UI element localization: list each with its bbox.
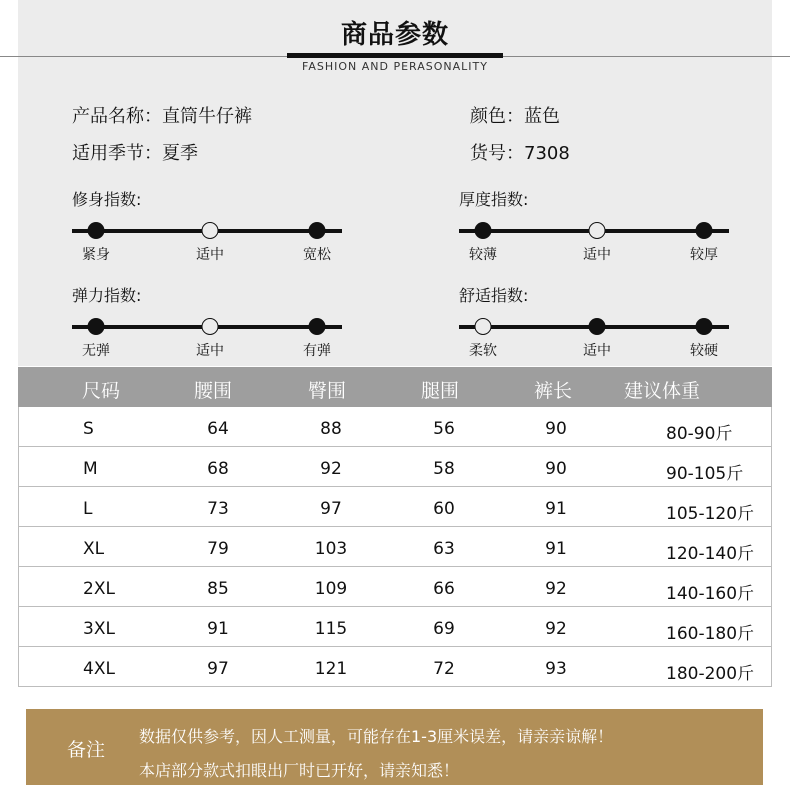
filled-dot-marker xyxy=(309,222,326,239)
cell-thigh: 72 xyxy=(433,659,455,679)
product-color: 颜色：蓝色 xyxy=(470,106,560,127)
cell-waist: 68 xyxy=(207,459,229,479)
cell-weight: 90-105斤 xyxy=(666,464,744,484)
filled-dot-marker xyxy=(696,318,713,335)
scale-option-label: 适中 xyxy=(583,247,611,263)
table-row xyxy=(19,487,771,527)
cell-thigh: 58 xyxy=(433,459,455,479)
table-row xyxy=(19,407,771,447)
cell-length: 91 xyxy=(545,499,567,519)
scale-option-label: 宽松 xyxy=(303,247,331,263)
cell-thigh: 60 xyxy=(433,499,455,519)
cell-size: 3XL xyxy=(83,619,115,639)
cell-hip: 121 xyxy=(314,659,348,679)
note-label: 备注 xyxy=(67,739,106,761)
cell-hip: 92 xyxy=(320,459,342,479)
scale-option-label: 适中 xyxy=(196,247,224,263)
size-table-header xyxy=(18,367,772,407)
filled-dot-marker xyxy=(88,318,105,335)
cell-length: 92 xyxy=(545,579,567,599)
header-thigh: 腿围 xyxy=(421,380,460,402)
table-row xyxy=(19,607,771,647)
cell-waist: 91 xyxy=(207,619,229,639)
index-scale xyxy=(459,296,729,359)
header-hip: 臀围 xyxy=(308,380,347,402)
cell-waist: 97 xyxy=(207,659,229,679)
page-title: 商品参数 xyxy=(340,20,449,50)
cell-weight: 160-180斤 xyxy=(666,624,755,644)
scale-option-label: 较厚 xyxy=(690,247,718,263)
cell-thigh: 66 xyxy=(433,579,455,599)
index-label: 弹力指数: xyxy=(72,286,142,305)
open-dot-marker xyxy=(202,318,219,335)
filled-dot-marker xyxy=(475,222,492,239)
scale-option-label: 适中 xyxy=(196,343,224,359)
cell-size: 4XL xyxy=(83,659,115,679)
note-box xyxy=(26,709,763,785)
scale-option-label: 较薄 xyxy=(469,247,497,263)
index-label: 厚度指数: xyxy=(459,190,529,209)
cell-length: 92 xyxy=(545,619,567,639)
page-subtitle: FASHION AND PERASONALITY xyxy=(302,60,488,73)
note-line-2: 本店部分款式扣眼出厂时已开好，请亲知悉！ xyxy=(139,761,460,780)
cell-size: XL xyxy=(83,539,105,559)
cell-waist: 73 xyxy=(207,499,229,519)
scale-option-label: 较硬 xyxy=(690,343,718,359)
cell-hip: 97 xyxy=(320,499,342,519)
index-scale xyxy=(72,200,342,263)
header-waist: 腰围 xyxy=(194,380,233,402)
header-weight: 建议体重 xyxy=(624,380,701,402)
filled-dot-marker xyxy=(309,318,326,335)
cell-hip: 109 xyxy=(314,579,348,599)
product-sku: 货号：7308 xyxy=(470,143,570,164)
cell-size: S xyxy=(83,419,94,439)
cell-size: 2XL xyxy=(83,579,115,599)
table-row xyxy=(19,527,771,567)
cell-thigh: 63 xyxy=(433,539,455,559)
title-underline-bar xyxy=(287,53,503,58)
cell-thigh: 69 xyxy=(433,619,455,639)
index-label: 修身指数: xyxy=(72,190,142,209)
cell-waist: 79 xyxy=(207,539,229,559)
table-row xyxy=(19,647,771,687)
open-dot-marker xyxy=(202,222,219,239)
header-length: 裤长 xyxy=(534,380,573,402)
scale-option-label: 有弹 xyxy=(303,343,331,359)
filled-dot-marker xyxy=(88,222,105,239)
cell-hip: 115 xyxy=(314,619,348,639)
index-scale xyxy=(459,200,729,263)
scale-option-label: 柔软 xyxy=(469,343,497,359)
cell-waist: 64 xyxy=(207,419,229,439)
scale-option-label: 适中 xyxy=(583,343,611,359)
cell-size: M xyxy=(83,459,98,479)
open-dot-marker xyxy=(589,222,606,239)
scale-option-label: 无弹 xyxy=(82,343,110,359)
filled-dot-marker xyxy=(589,318,606,335)
open-dot-marker xyxy=(475,318,492,335)
index-label: 舒适指数: xyxy=(459,286,529,305)
cell-weight: 105-120斤 xyxy=(666,504,755,524)
cell-waist: 85 xyxy=(207,579,229,599)
cell-length: 91 xyxy=(545,539,567,559)
cell-length: 93 xyxy=(545,659,567,679)
cell-thigh: 56 xyxy=(433,419,455,439)
cell-length: 90 xyxy=(545,459,567,479)
product-name: 产品名称：直筒牛仔裤 xyxy=(72,106,252,127)
scale-option-label: 紧身 xyxy=(82,247,110,263)
cell-weight: 120-140斤 xyxy=(666,544,755,564)
cell-weight: 140-160斤 xyxy=(666,584,755,604)
product-season: 适用季节：夏季 xyxy=(72,143,198,164)
table-row xyxy=(19,567,771,607)
note-line-1: 数据仅供参考，因人工测量，可能存在1-3厘米误差，请亲亲谅解！ xyxy=(139,727,614,746)
cell-weight: 180-200斤 xyxy=(666,664,755,684)
size-table xyxy=(18,407,772,687)
filled-dot-marker xyxy=(696,222,713,239)
cell-length: 90 xyxy=(545,419,567,439)
cell-hip: 88 xyxy=(320,419,342,439)
header-size: 尺码 xyxy=(82,380,121,402)
cell-hip: 103 xyxy=(314,539,348,559)
cell-weight: 80-90斤 xyxy=(666,424,733,444)
cell-size: L xyxy=(83,499,93,519)
table-row xyxy=(19,447,771,487)
index-scale xyxy=(72,296,342,359)
